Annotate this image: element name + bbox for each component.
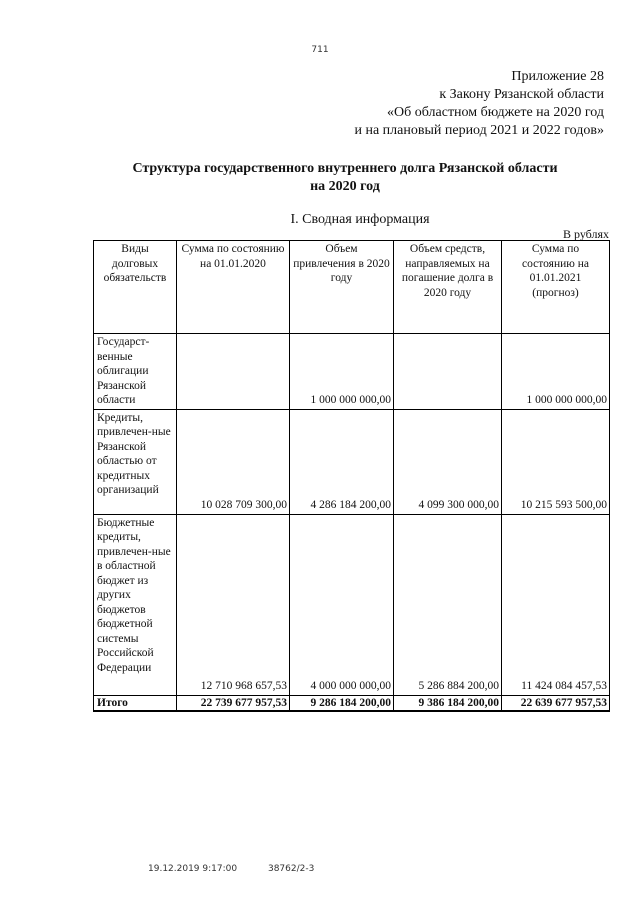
units-label: В рублях [562, 227, 609, 241]
title-line-1: Структура государственного внутреннего долга Рязанской области [132, 161, 558, 176]
table-cell [177, 334, 290, 410]
total-cell: 22 639 677 957,53 [502, 695, 610, 711]
table-cell [394, 334, 502, 410]
row-label: Бюджетные кредиты, привлечен-ные в областной бюджет из других бюджетов бюджетной системы Российской Федерации [94, 514, 177, 695]
table-cell: 10 028 709 300,00 [177, 409, 290, 514]
table-row [94, 409, 610, 514]
table-cell: 1 000 000 000,00 [502, 334, 610, 410]
appendix-line-2: к Закону Рязанской области [439, 87, 604, 102]
table-cell: 1 000 000 000,00 [290, 334, 394, 410]
document-footer [148, 864, 342, 874]
debt-structure-table [93, 240, 610, 712]
column-header: Виды долговых обязательств [94, 241, 177, 334]
column-header: Сумма по состоянию на 01.01.2020 [177, 241, 290, 334]
total-label: Итого [94, 695, 177, 711]
row-label: Кредиты, привлечен-ные Рязанской областью от кредитных организаций [94, 409, 177, 514]
column-header: Объем средств, направляемых на погашение долга в 2020 году [394, 241, 502, 334]
total-cell: 9 386 184 200,00 [394, 695, 502, 711]
total-cell: 9 286 184 200,00 [290, 695, 394, 711]
table-row [94, 514, 610, 695]
appendix-line-3: «Об областном бюджете на 2020 год [387, 105, 604, 120]
title-line-2: на 2020 год [310, 179, 380, 194]
table-cell: 10 215 593 500,00 [502, 409, 610, 514]
appendix-heading [354, 68, 604, 140]
table-cell: 11 424 084 457,53 [502, 514, 610, 695]
table-cell: 4 099 300 000,00 [394, 409, 502, 514]
table-header-row [94, 241, 610, 334]
document-title [0, 160, 640, 196]
row-label: Государст-венные облигации Рязанской области [94, 334, 177, 410]
page-number: 711 [311, 45, 329, 55]
column-header: Объем привлечения в 2020 году [290, 241, 394, 334]
section-title: I. Сводная информация [290, 212, 430, 227]
table-cell: 5 286 884 200,00 [394, 514, 502, 695]
appendix-line-4: и на плановый период 2021 и 2022 годов» [354, 123, 604, 138]
table-cell: 4 286 184 200,00 [290, 409, 394, 514]
total-row [94, 695, 610, 711]
table-cell: 4 000 000 000,00 [290, 514, 394, 695]
table-row [94, 334, 610, 410]
footer-code: 38762/2-3 [267, 864, 315, 874]
footer-timestamp: 19.12.2019 9:17:00 [148, 864, 238, 874]
total-cell: 22 739 677 957,53 [177, 695, 290, 711]
appendix-line-1: Приложение 28 [511, 69, 604, 84]
table-cell: 12 710 968 657,53 [177, 514, 290, 695]
column-header: Сумма по состоянию на 01.01.2021 (прогноз) [502, 241, 610, 334]
